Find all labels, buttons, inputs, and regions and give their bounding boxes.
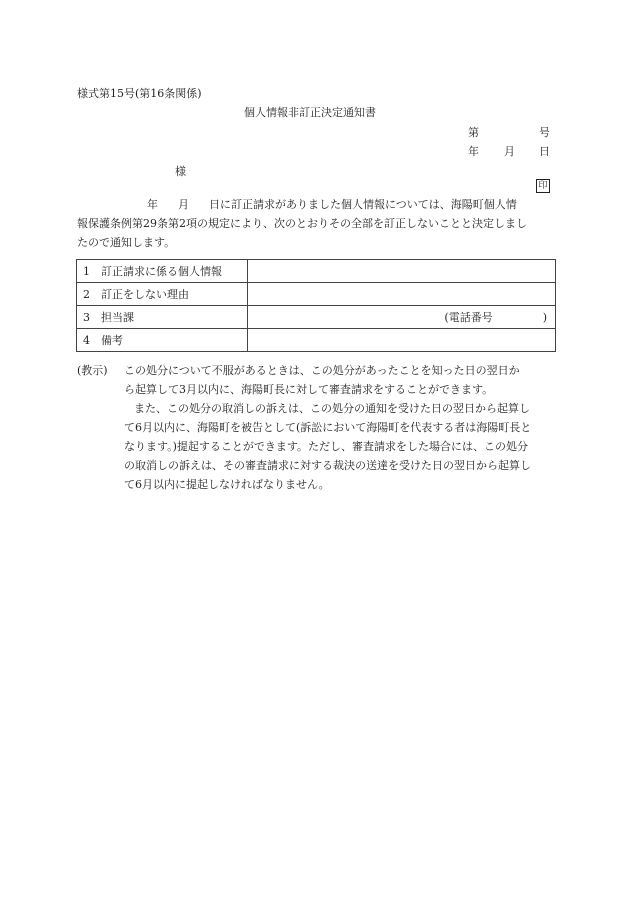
notice-line: の取消しの訴えは、その審査請求に対する裁決の送達を受けた日の翌日から起算し	[124, 459, 531, 472]
notice-line: なります。)提起することができます。ただし、審査請求をした場合には、この処分	[124, 440, 529, 453]
row-number: 3	[83, 311, 90, 324]
info-table	[76, 259, 556, 352]
notice-line: また、この処分の取消しの訴えは、この処分の通知を受けた日の翌日から起算し	[134, 402, 530, 415]
body-line2: 報保護条例第29条第2項の規定により、次のとおりその全部を訂正しないことと決定しまし	[77, 217, 527, 230]
table-row	[77, 306, 556, 329]
seal-mark: 印	[536, 179, 550, 193]
phone-number-field: (電話番号 )	[444, 311, 547, 324]
body-paragraph	[77, 195, 555, 252]
notice-line: て6月以内に提起しなければなりません。	[124, 478, 330, 491]
form-number: 様式第15号(第16条関係)	[77, 87, 202, 100]
body-month: 月	[178, 198, 189, 211]
date-month: 月	[504, 145, 515, 158]
addressee-suffix: 様	[175, 165, 186, 178]
table-row	[77, 283, 556, 306]
reference-gou: 号	[539, 126, 550, 139]
row-value	[248, 260, 556, 283]
body-year: 年	[147, 198, 158, 211]
notice-paragraph	[77, 361, 557, 494]
notice-line: ら起算して3月以内に、海陽町長に対して審査請求をすることができます。	[124, 383, 494, 396]
date-year: 年	[468, 145, 479, 158]
body-line1: 日に訂正請求がありました個人情報については、海陽町個人情	[209, 198, 517, 211]
row-number: 1	[83, 265, 90, 278]
date-day: 日	[539, 145, 550, 158]
table-row	[77, 260, 556, 283]
body-line3: たので通知します。	[77, 236, 176, 249]
table-row	[77, 329, 556, 352]
row-label: 担当課	[101, 311, 134, 324]
row-label: 備考	[101, 334, 123, 347]
row-value	[248, 306, 556, 329]
row-label: 訂正請求に係る個人情報	[101, 265, 222, 278]
row-number: 4	[83, 334, 90, 347]
notice-line: この処分について不服があるときは、この処分があったことを知った日の翌日か	[124, 364, 520, 377]
row-label: 訂正をしない理由	[101, 288, 189, 301]
reference-dai: 第	[468, 126, 479, 139]
document-title: 個人情報非訂正決定通知書	[244, 106, 376, 119]
notice-prefix: (教示)	[77, 364, 108, 377]
row-number: 2	[83, 288, 90, 301]
row-value	[248, 283, 556, 306]
row-value	[248, 329, 556, 352]
notice-line: て6月以内に、海陽町を被告として(訴訟において海陽町を代表する者は海陽町長と	[124, 421, 532, 434]
